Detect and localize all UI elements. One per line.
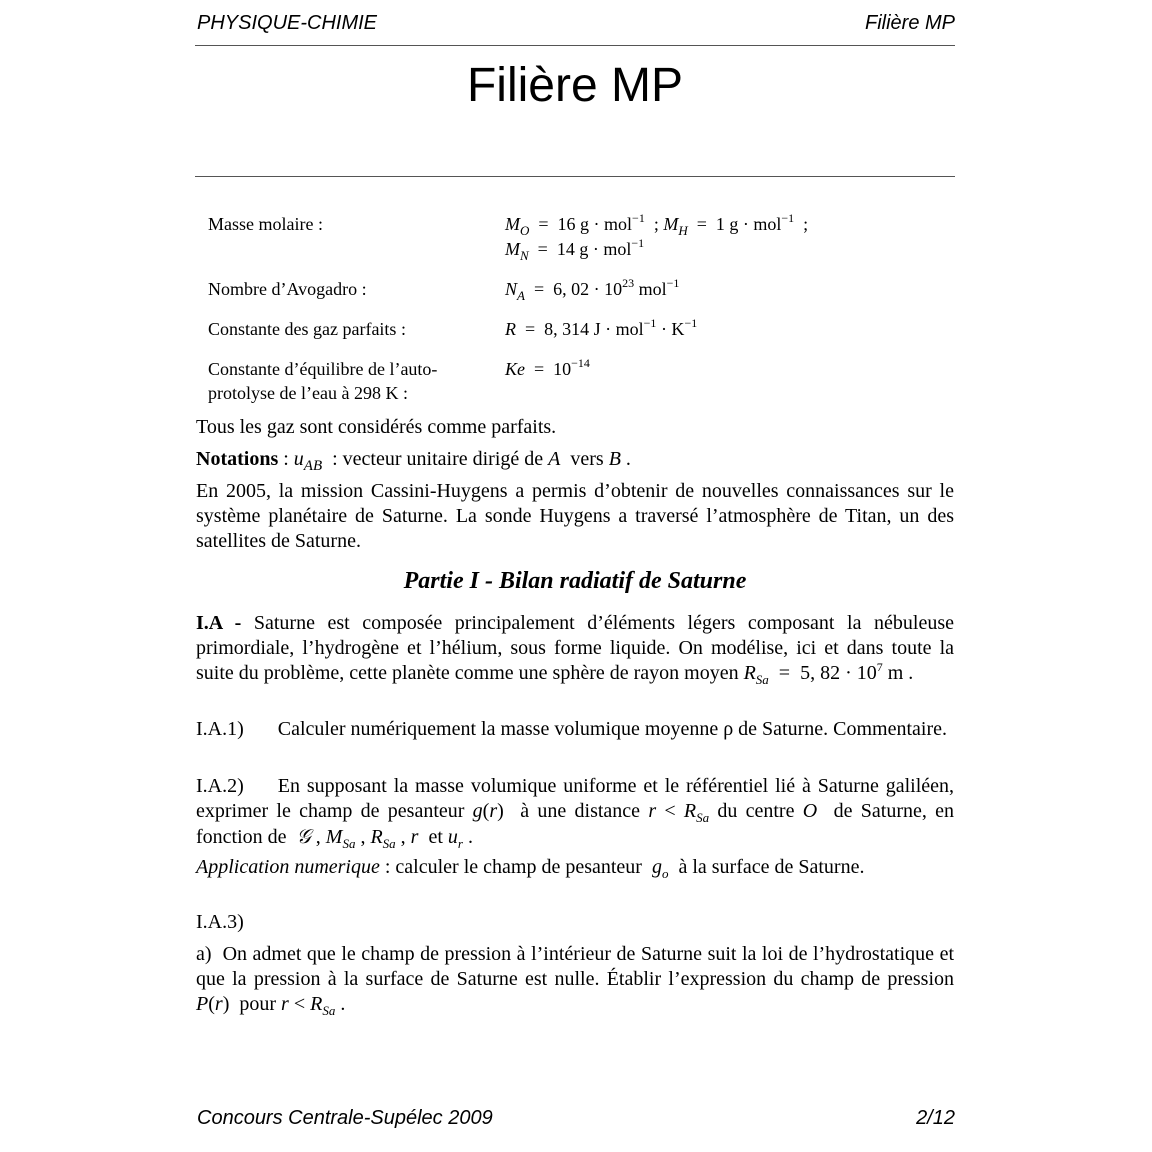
- header-rule: [195, 45, 955, 46]
- gas-constant-value: R = 8, 314 $J \cdot mol^{-1} \cdot K^{-1}$: [505, 316, 698, 339]
- title-rule: [195, 176, 955, 177]
- notations-label: Notations: [196, 448, 279, 470]
- gases-note: Tous les gaz sont considérés comme parfaits.: [196, 416, 557, 438]
- section-ia-label: I.A -: [196, 612, 242, 634]
- question-ia3a: a) On admet que le champ de pression à l’intérieur de Saturne suit la loi de l’hydrostatique et que la pression à la surface de Saturne est nulle. Établir l’expression du champ de pression P(r) pour $r < R_{Sa}$ .: [196, 943, 954, 1018]
- gas-constant-label: Constante des gaz parfaits :: [208, 319, 406, 339]
- question-ia1-label: I.A.1): [196, 718, 244, 740]
- molar-mass-label: Masse molaire :: [208, 214, 323, 234]
- molar-mass-value-n: $M_N = 14$ g · mol$^{-1}$: [505, 236, 645, 263]
- footer-contest: Concours Centrale-Supélec 2009: [197, 1107, 493, 1129]
- intro-paragraph: En 2005, la mission Cassini-Huygens a permis d’obtenir de nouvelles connaissances sur le système planétaire de Saturne. La sonde Huygens a traversé l’atmosphère de Titan, un des satellites de Saturne.: [196, 480, 954, 552]
- equilibrium-label-line-1: Constante d’équilibre de l’auto-: [208, 359, 438, 379]
- question-ia1-text: Calculer numériquement la masse volumique moyenne ρ de Saturne. Commentaire.: [277, 718, 948, 740]
- page-header: [197, 12, 955, 34]
- equilibrium-value: $Ke = 10^{-14}$: [505, 356, 590, 379]
- question-ia2: I.A.2) En supposant la masse volumique uniforme et le référentiel lié à Saturne galiléen, exprimer le champ de pesanteur g(r) à une distance $r < R_{Sa}$ du centre O de Saturne, en fonction de 𝒢 , $M_{Sa}$ , $R_{Sa}$ , r et $u_r$ .: [196, 775, 954, 851]
- header-track: Filière MP: [864, 12, 955, 34]
- part-heading: Partie I - Bilan radiatif de Saturne: [403, 568, 747, 594]
- page-number: 2/12: [916, 1107, 955, 1129]
- notations-line: Notations : $u_{AB}$ : vecteur unitaire dirigé de A vers B .: [196, 448, 631, 474]
- section-ia: I.A - Saturne est composée principalement d’éléments légers composant la nébuleuse primordiale, l’hydrogène et l’hélium, sous forme liquide. On modélise, ici et dans toute la suite du problème, cette planète comme une sphère de rayon moyen $R_{Sa} = 5$, $82 \cdot 10^7$ m .: [196, 612, 954, 687]
- page-title: Filière MP: [466, 59, 684, 112]
- avogadro-label: Nombre d’Avogadro :: [208, 279, 367, 299]
- equilibrium-label: [208, 357, 437, 405]
- numerical-application: Application numerique : calculer le champ de pesanteur $g_o$ à la surface de Saturne.: [196, 856, 865, 881]
- question-ia1: [196, 717, 954, 742]
- question-ia2-label: I.A.2): [196, 775, 244, 797]
- molar-mass-value: $M_O = 16$ g · mol$^{-1}$ ; $M_H = 1$ g · mol$^{-1}$ ;: [505, 211, 809, 238]
- header-subject: PHYSIQUE-CHIMIE: [197, 12, 378, 34]
- question-ia3-label: I.A.3): [196, 911, 244, 933]
- numerical-application-label: Application numerique: [196, 856, 380, 878]
- equilibrium-label-line-2: protolyse de l’eau à 298 K :: [208, 383, 408, 403]
- avogadro-value: $N_A = 6$, $02 \cdot 10^{23}$ mol$^{-1}$: [505, 276, 680, 303]
